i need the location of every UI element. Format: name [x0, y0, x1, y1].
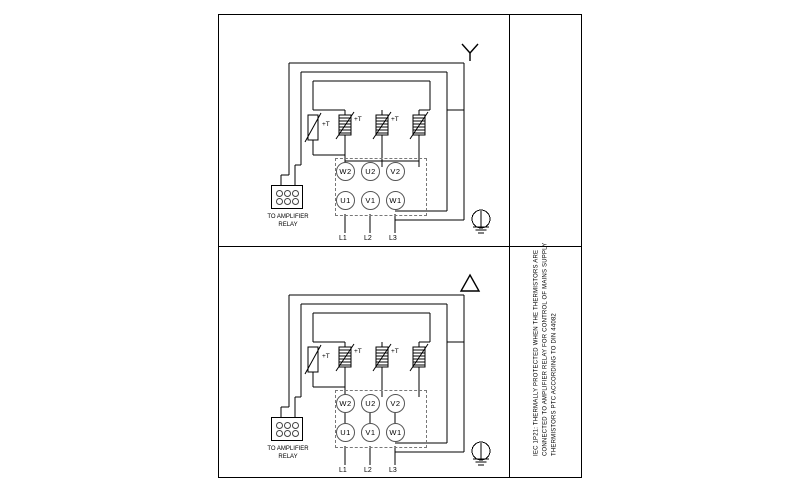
relay-terminal-dot: [292, 430, 299, 437]
terminal-w1[interactable]: W1: [386, 191, 405, 210]
thermistor-label-3: +T: [391, 348, 399, 355]
relay-terminal-dot: [284, 422, 291, 429]
terminal-u1[interactable]: U1: [336, 191, 355, 210]
thermistor-label-1: +T: [322, 121, 330, 128]
relay-terminal-dot: [292, 198, 299, 205]
terminal-v2[interactable]: V2: [386, 162, 405, 181]
relay-caption-line-1: TO AMPLIFIER: [267, 446, 309, 452]
delta-drawing-area: [219, 247, 511, 479]
amplifier-relay-terminal-box[interactable]: [271, 185, 303, 209]
terminal-v2[interactable]: V2: [386, 394, 405, 413]
relay-terminal-dot: [292, 422, 299, 429]
note-line-3: THERMISTORS PTC ACCORDING TO DIN 44082: [551, 313, 557, 456]
relay-caption-line-2: RELAY: [278, 454, 298, 460]
terminal-u2[interactable]: U2: [361, 394, 380, 413]
terminal-v1[interactable]: V1: [361, 423, 380, 442]
terminal-w1[interactable]: W1: [386, 423, 405, 442]
relay-caption: [257, 445, 319, 461]
thermal-protection-note: [532, 36, 559, 456]
relay-terminal-dot: [276, 198, 283, 205]
thermistor-label-1: +T: [322, 353, 330, 360]
amplifier-relay-terminal-box[interactable]: [271, 417, 303, 441]
note-line-2: CONNECTED TO AMPLIFIER RELAY FOR CONTROL OF MAINS SUPPLY: [542, 242, 548, 456]
terminal-w2[interactable]: W2: [336, 394, 355, 413]
note-column: [509, 15, 581, 477]
relay-terminal-dot: [284, 198, 291, 205]
thermistor-label-2: +T: [354, 116, 362, 123]
terminal-v1[interactable]: V1: [361, 191, 380, 210]
relay-terminal-dot: [284, 190, 291, 197]
relay-terminal-dot: [276, 190, 283, 197]
relay-caption: [257, 213, 319, 229]
delta-connection-symbol: [459, 273, 481, 298]
terminal-w2[interactable]: W2: [336, 162, 355, 181]
relay-caption-line-1: TO AMPLIFIER: [267, 214, 309, 220]
terminal-u2[interactable]: U2: [361, 162, 380, 181]
star-drawing-area: [219, 15, 511, 246]
phase-label-l2: L2: [364, 467, 372, 474]
phase-label-l1: L1: [339, 235, 347, 242]
phase-label-l3: L3: [389, 467, 397, 474]
relay-terminal-dot: [292, 190, 299, 197]
thermistor-label-3: +T: [391, 116, 399, 123]
phase-label-l2: L2: [364, 235, 372, 242]
relay-terminal-dot: [276, 430, 283, 437]
star-connection-symbol: [459, 41, 481, 68]
phase-label-l1: L1: [339, 467, 347, 474]
wiring-diagram-sheet: [218, 14, 582, 478]
relay-terminal-dot: [276, 422, 283, 429]
phase-label-l3: L3: [389, 235, 397, 242]
note-line-1: IEC 1P21: THERMALLY PROTECTED WHEN THE THERMISTORS ARE: [533, 249, 539, 456]
relay-caption-line-2: RELAY: [278, 222, 298, 228]
terminal-u1[interactable]: U1: [336, 423, 355, 442]
thermistor-label-2: +T: [354, 348, 362, 355]
relay-terminal-dot: [284, 430, 291, 437]
